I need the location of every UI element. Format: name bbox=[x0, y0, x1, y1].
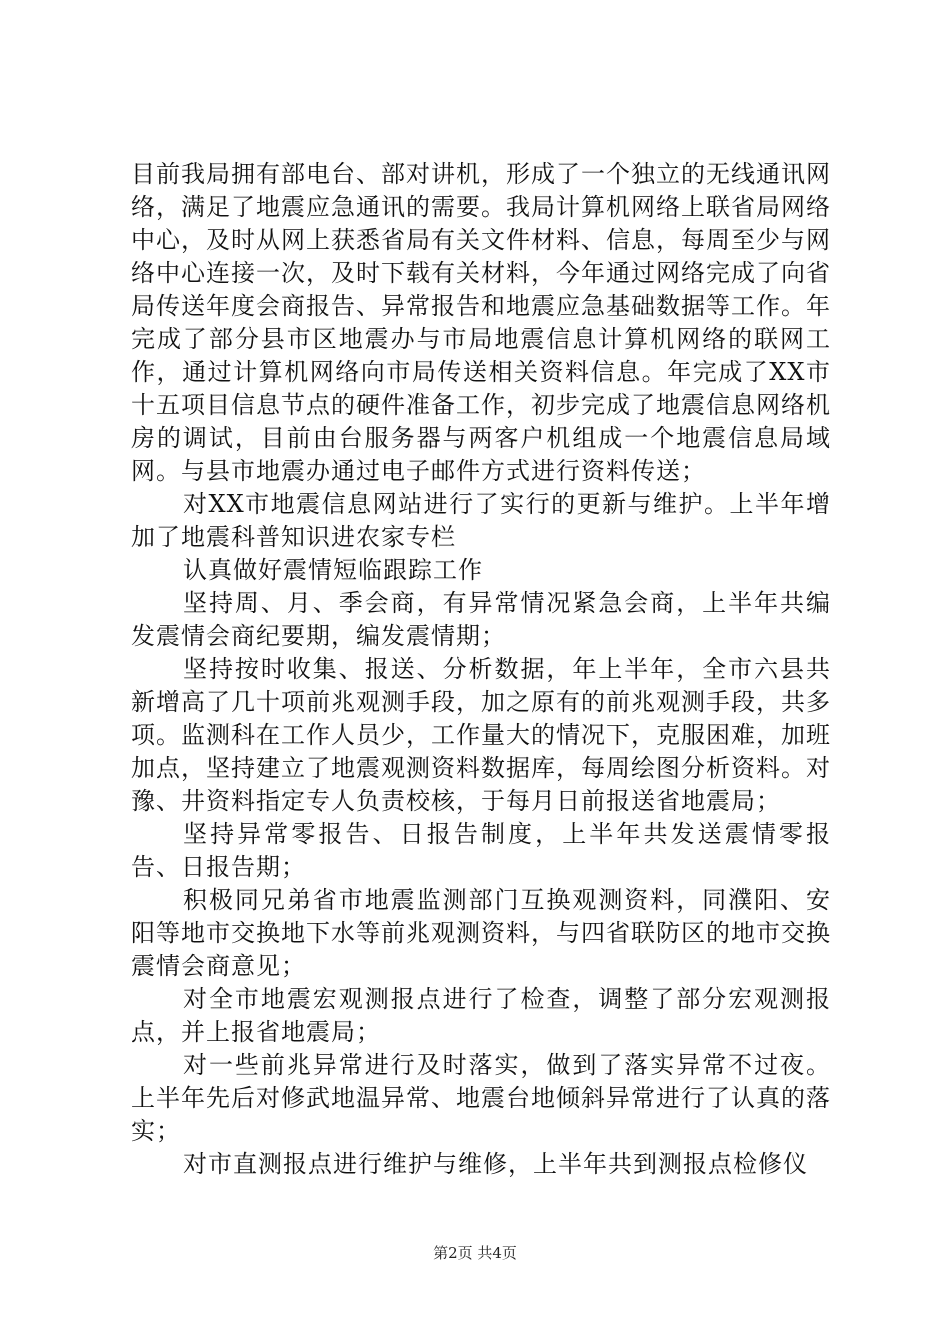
paragraph-8: 对全市地震宏观测报点进行了检查，调整了部分宏观测报点，并上报省地震局； bbox=[131, 985, 831, 1046]
paragraph-10: 对市直测报点进行维护与维修，上半年共到测报点检修仪 bbox=[183, 1150, 808, 1178]
paragraph-5: 坚持按时收集、报送、分析数据，年上半年，全市六县共新增高了几十项前兆观测手段，加之原有的前兆观测手段，共多项。监测科在工作人员少，工作量大的情况下，克服困难，加班加点，坚持建立了地震观测资料数据库，每周绘图分析资料。对豫、井资料指定专人负责校核，于每月日前报送省地震局； bbox=[131, 655, 831, 815]
paragraph-1: 目前我局拥有部电台、部对讲机，形成了一个独立的无线通讯网络，满足了地震应急通讯的需要。我局计算机网络上联省局网络中心，及时从网上获悉省局有关文件材料、信息，每周至少与网络中心连接一次，及时下载有关材料，今年通过网络完成了向省局传送年度会商报告、异常报告和地震应急基础数据等工作。年完成了部分县市区地震办与市局地震信息计算机网络的联网工作，通过计算机网络向市局传送相关资料信息。年完成了XX市十五项目信息节点的硬件准备工作，初步完成了地震信息网络机房的调试，目前由台服务器与两客户机组成一个地震信息局域网。与县市地震办通过电子邮件方式进行资料传送； bbox=[131, 160, 831, 485]
paragraph-4: 坚持周、月、季会商，有异常情况紧急会商，上半年共编发震情会商纪要期，编发震情期； bbox=[131, 589, 831, 650]
page-footer: 第2页 共4页 bbox=[433, 1244, 517, 1262]
paragraph-7: 积极同兄弟省市地震监测部门互换观测资料，同濮阳、安阳等地市交换地下水等前兆观测资料，与四省联防区的地市交换震情会商意见； bbox=[131, 886, 831, 980]
paragraph-2: 对XX市地震信息网站进行了实行的更新与维护。上半年增加了地震科普知识进农家专栏 bbox=[131, 490, 831, 551]
paragraph-3: 认真做好震情短临跟踪工作 bbox=[183, 556, 483, 584]
paragraph-6: 坚持异常零报告、日报告制度，上半年共发送震情零报告、日报告期； bbox=[131, 820, 831, 881]
paragraph-9: 对一些前兆异常进行及时落实，做到了落实异常不过夜。上半年先后对修武地温异常、地震台地倾斜异常进行了认真的落实； bbox=[131, 1051, 831, 1145]
document-body bbox=[131, 158, 831, 1181]
